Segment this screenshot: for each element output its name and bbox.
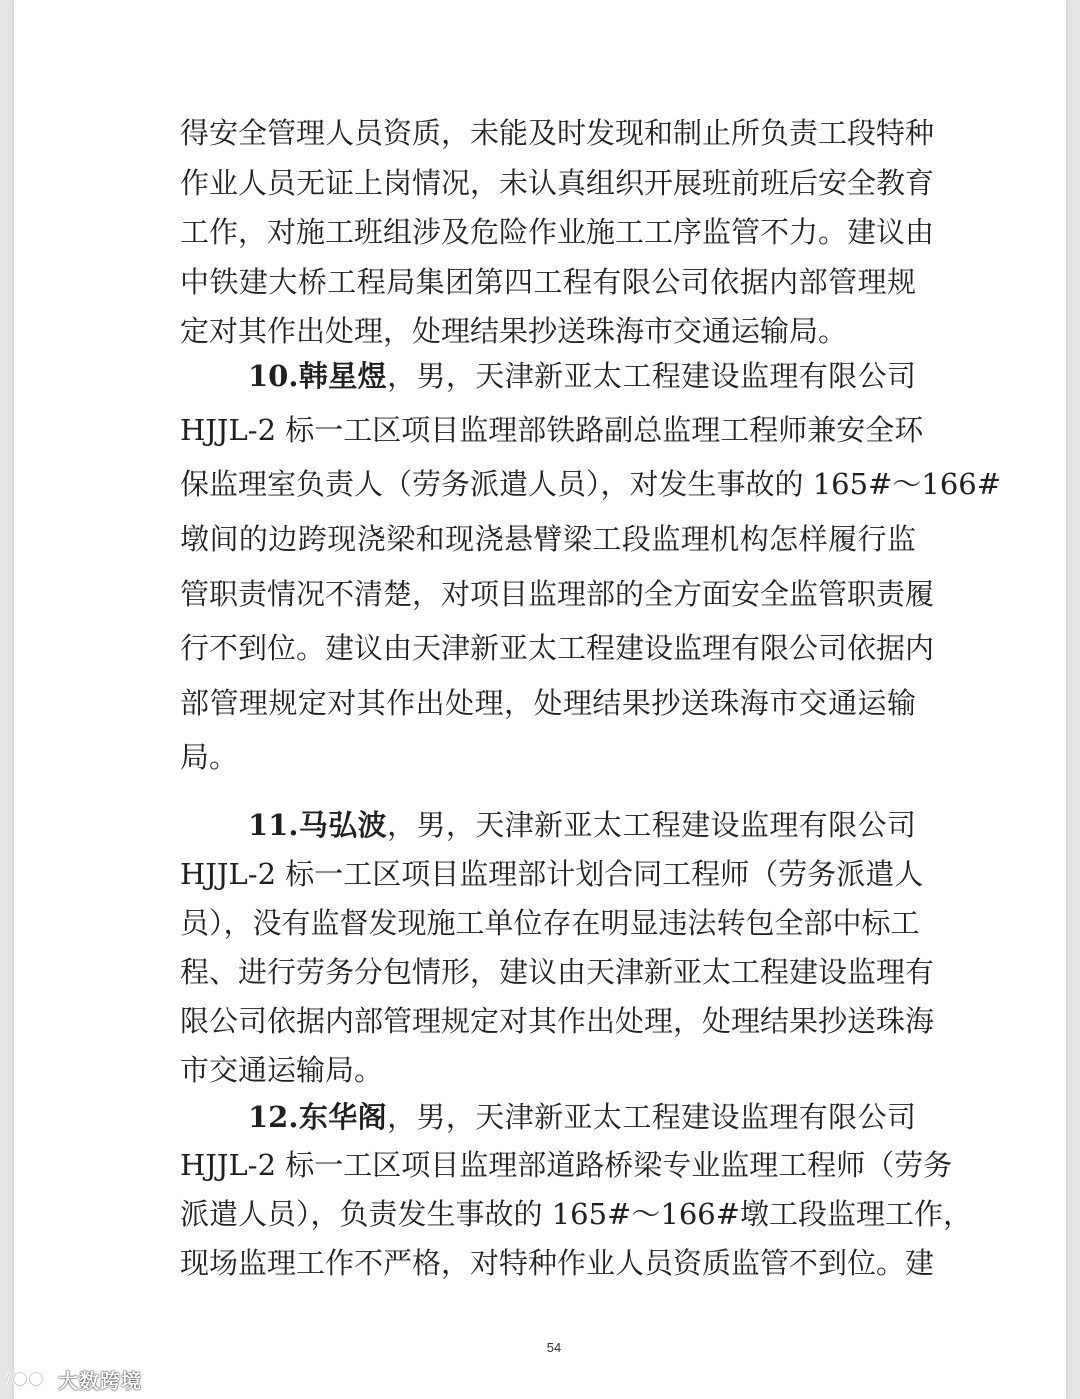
body-line: 派遣人员），负责发生事故的 165#～166#墩工段监理工作， [180,1197,973,1231]
body-line: 保监理室负责人（劳务派遣人员），对发生事故的 165#～166# [180,467,1002,501]
body-line: 现场监理工作不严格，对特种作业人员资质监管不到位。建 [180,1246,935,1280]
entry-number: 11. [248,808,299,842]
entry-heading-rest: ，男，天津新亚太工程建设监理有限公司 [387,359,916,393]
entry-heading-rest: ，男，天津新亚太工程建设监理有限公司 [387,1100,916,1134]
watermark [6,1364,142,1394]
body-line: 定对其作出处理，处理结果抄送珠海市交通运输局。 [180,314,848,348]
document-page [14,0,1066,1399]
body-line: 限公司依据内部管理规定对其作出处理，处理结果抄送珠海 [180,1004,935,1038]
body-line: 程、进行劳务分包情形，建议由天津新亚太工程建设监理有 [180,955,935,989]
body-line: 管职责情况不清楚，对项目监理部的全方面安全监管职责履 [180,577,935,611]
entry-number: 10. [248,359,299,393]
brand-logo-icon [6,1368,52,1390]
body-line: HJJL-2 标一工区项目监理部道路桥梁专业监理工程师（劳务 [180,1148,953,1182]
body-line: 墩间的边跨现浇梁和现浇悬臂梁工段监理机构怎样履行监 [180,522,916,556]
entry-name: 马弘波 [298,808,388,842]
entry-name: 韩星煜 [298,359,388,393]
page-number: 54 [546,1340,562,1355]
entry-heading-line [248,805,916,845]
body-line: HJJL-2 标一工区项目监理部铁路副总监理工程师兼安全环 [180,413,924,447]
body-line: 得安全管理人员资质，未能及时发现和制止所负责工段特种 [180,116,935,150]
entry-number: 12. [248,1100,299,1134]
body-line: 员），没有监督发现施工单位存在明显违法转包全部中标工 [180,906,920,940]
body-line: HJJL-2 标一工区项目监理部计划合同工程师（劳务派遣人 [180,857,924,891]
entry-name: 东华阁 [298,1100,388,1134]
body-line: 作业人员无证上岗情况，未认真组织开展班前班后安全教育 [180,166,935,200]
body-line: 行不到位。建议由天津新亚太工程建设监理有限公司依据内 [180,631,935,665]
watermark-text: 大数跨境 [58,1368,142,1393]
entry-heading-line [248,356,916,396]
entry-heading-rest: ，男，天津新亚太工程建设监理有限公司 [387,808,916,842]
body-line: 工作，对施工班组涉及危险作业施工工序监管不力。建议由 [180,215,935,249]
body-line: 市交通运输局。 [180,1053,384,1087]
body-line: 局。 [180,740,239,774]
body-line: 部管理规定对其作出处理，处理结果抄送珠海市交通运输 [180,686,916,720]
entry-heading-line [248,1097,916,1137]
body-line: 中铁建大桥工程局集团第四工程有限公司依据内部管理规 [180,265,916,299]
